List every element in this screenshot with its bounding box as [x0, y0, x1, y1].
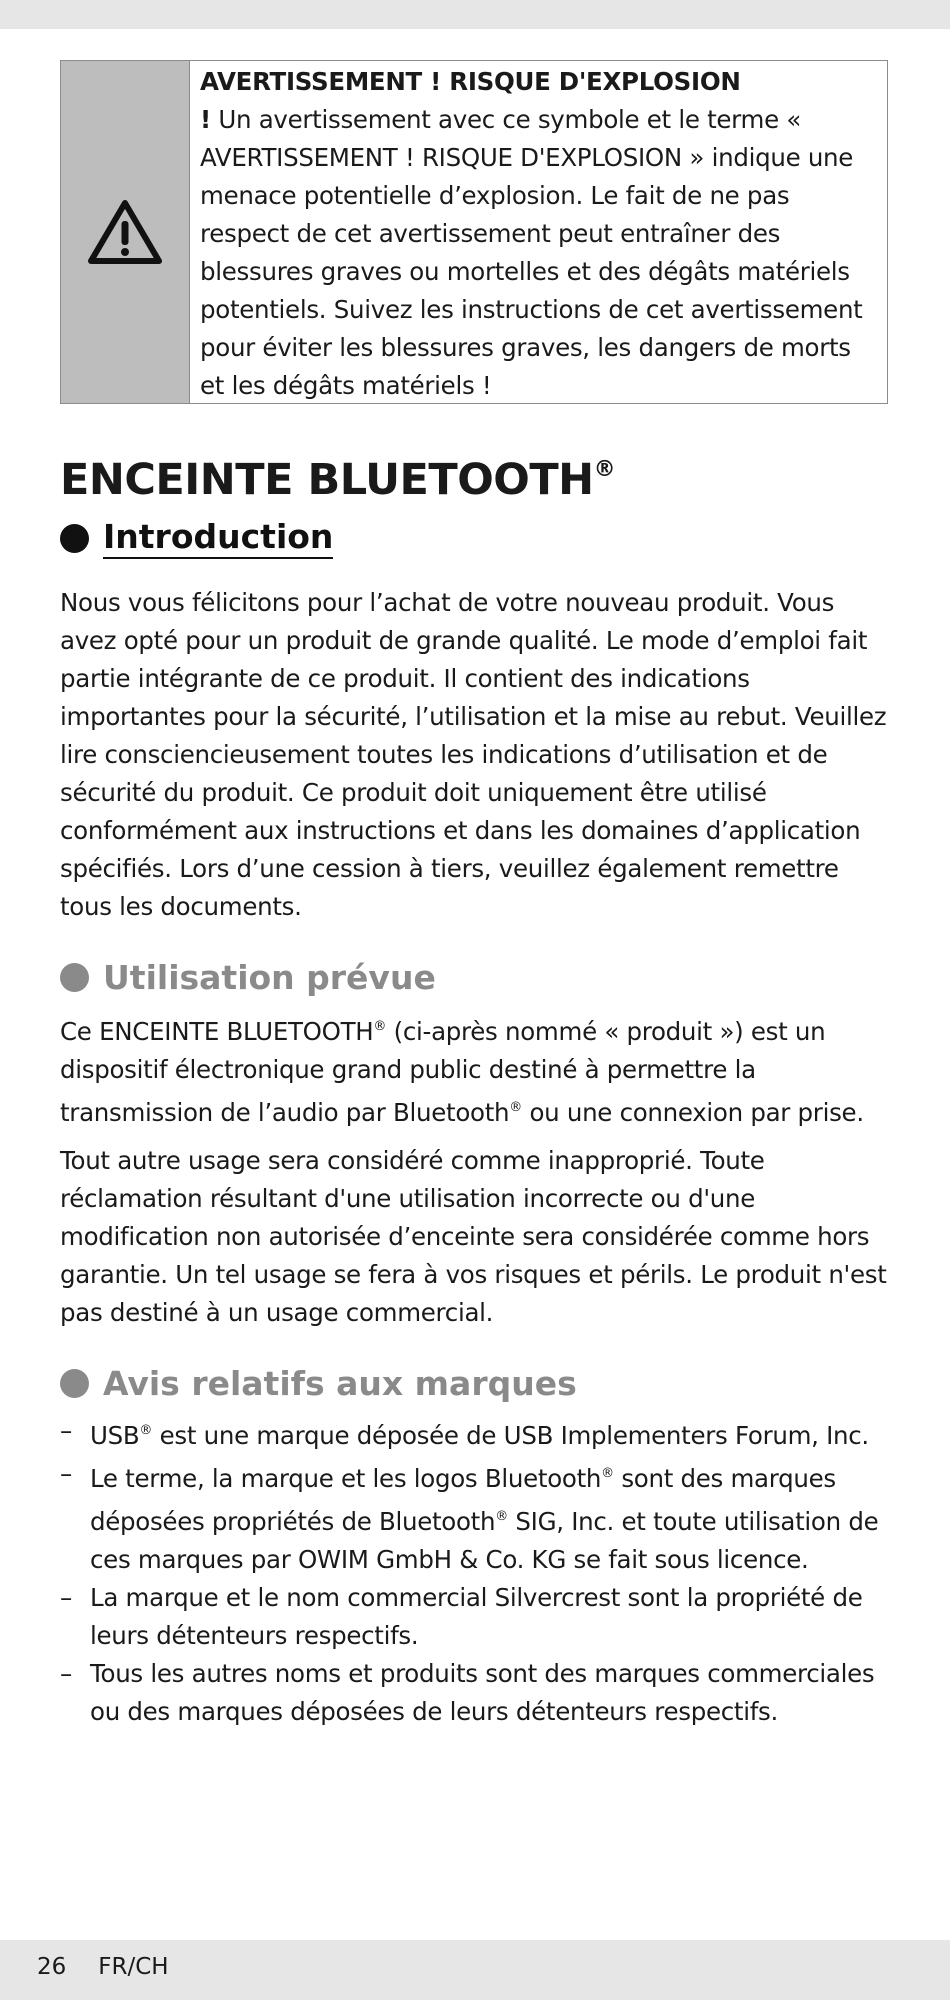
- warning-icon-cell: [61, 61, 190, 403]
- warning-body: Un avertissement avec ce symbole et le terme « AVERTISSEMENT ! RISQUE D'EXPLOSION » indique une menace potentielle d’explosion. Le fait de ne pas respect de cet avertissement peut entraîner des blessures graves ou mortelles et des dégâts matériels potentiels. Suivez les instructions de cet avertissement pour éviter les blessures graves, les dangers de morts et les dégâts matériels !: [200, 105, 863, 400]
- page-title: [60, 442, 888, 508]
- heading-trademarks: [60, 1360, 888, 1406]
- warning-box: [60, 60, 888, 404]
- list-item: [60, 1412, 888, 1455]
- usage-p1-part-a: Ce ENCEINTE BLUETOOTH: [60, 1017, 374, 1046]
- footer: [37, 1947, 201, 1987]
- trademark-list: [60, 1412, 888, 1731]
- list-item: [60, 1655, 888, 1731]
- registered-mark: ®: [495, 1509, 508, 1524]
- registered-mark: ®: [601, 1466, 614, 1481]
- item-text: Le terme, la marque et les logos Bluetooth: [90, 1464, 602, 1493]
- registered-mark: ®: [139, 1423, 153, 1438]
- page-title-text: ENCEINTE BLUETOOTH: [60, 455, 594, 505]
- dash-marker: –: [60, 1459, 72, 1488]
- item-text: USB: [90, 1421, 140, 1450]
- item-text: La marque et le nom commercial Silvercrest sont la propriété de leurs détenteurs respectifs.: [90, 1583, 863, 1650]
- top-band: [0, 0, 950, 29]
- bullet-dot-icon: [60, 963, 89, 992]
- heading-introduction-label: Introduction: [103, 517, 333, 559]
- language-code: FR/CH: [98, 1954, 169, 1980]
- registered-mark: ®: [509, 1100, 522, 1115]
- warning-lead: !: [200, 105, 211, 134]
- item-text: SIG, Inc. et toute utilisation de ces marques par OWIM GmbH & Co. KG se fait sous licence.: [90, 1507, 879, 1574]
- dash-marker: –: [60, 1659, 72, 1688]
- item-text: sont des marques déposées propriétés de Bluetooth: [90, 1464, 836, 1536]
- warning-triangle-icon: [88, 199, 162, 265]
- list-item: [60, 1455, 888, 1579]
- page-number: 26: [37, 1954, 67, 1980]
- usage-p1-part-b: (ci-après nommé « produit ») est un dispositif électronique grand public destiné à permettre la transmission de l’audio par Bluetooth: [60, 1017, 826, 1127]
- usage-p1-part-c: ou une connexion par prise.: [521, 1098, 864, 1127]
- dash-marker: –: [60, 1583, 72, 1612]
- heading-utilisation: [60, 954, 888, 1000]
- page-content: [60, 60, 888, 1731]
- warning-text: [190, 61, 887, 403]
- item-text: est une marque déposée de USB Implementers Forum, Inc.: [152, 1421, 869, 1450]
- heading-introduction: [60, 512, 888, 564]
- registered-mark: ®: [593, 457, 616, 482]
- usage-paragraph-2: Tout autre usage sera considéré comme inapproprié. Toute réclamation résultant d'une utilisation incorrecte ou d'une modification non autorisée d’enceinte sera considérée comme hors garantie. Un tel usage se fera à vos risques et périls. Le produit n'est pas destiné à un usage commercial.: [60, 1146, 887, 1327]
- registered-mark: ®: [373, 1019, 387, 1034]
- usage-paragraph-1: [60, 1008, 888, 1132]
- intro-paragraph: Nous vous félicitons pour l’achat de votre nouveau produit. Vous avez opté pour un produit de grande qualité. Le mode d’emploi fait partie intégrante de ce produit. Il contient des indications importantes pour la sécurité, l’utilisation et la mise au rebut. Veuillez lire consciencieusement toutes les indications d’utilisation et de sécurité du produit. Ce produit doit uniquement être utilisé conformément aux instructions et dans les domaines d’application spécifiés. Lors d’une cession à tiers, veuillez également remettre tous les documents.: [60, 588, 887, 921]
- list-item: [60, 1579, 888, 1655]
- heading-utilisation-label: Utilisation prévue: [103, 957, 436, 997]
- bullet-dot-icon: [60, 1369, 89, 1398]
- item-text: Tous les autres noms et produits sont des marques commerciales ou des marques déposées de leurs détenteurs respectifs.: [90, 1659, 875, 1726]
- warning-title: AVERTISSEMENT ! RISQUE D'EXPLOSION: [200, 67, 741, 96]
- bullet-dot-icon: [60, 524, 89, 553]
- heading-trademarks-label: Avis relatifs aux marques: [103, 1363, 577, 1403]
- dash-marker: –: [60, 1416, 72, 1445]
